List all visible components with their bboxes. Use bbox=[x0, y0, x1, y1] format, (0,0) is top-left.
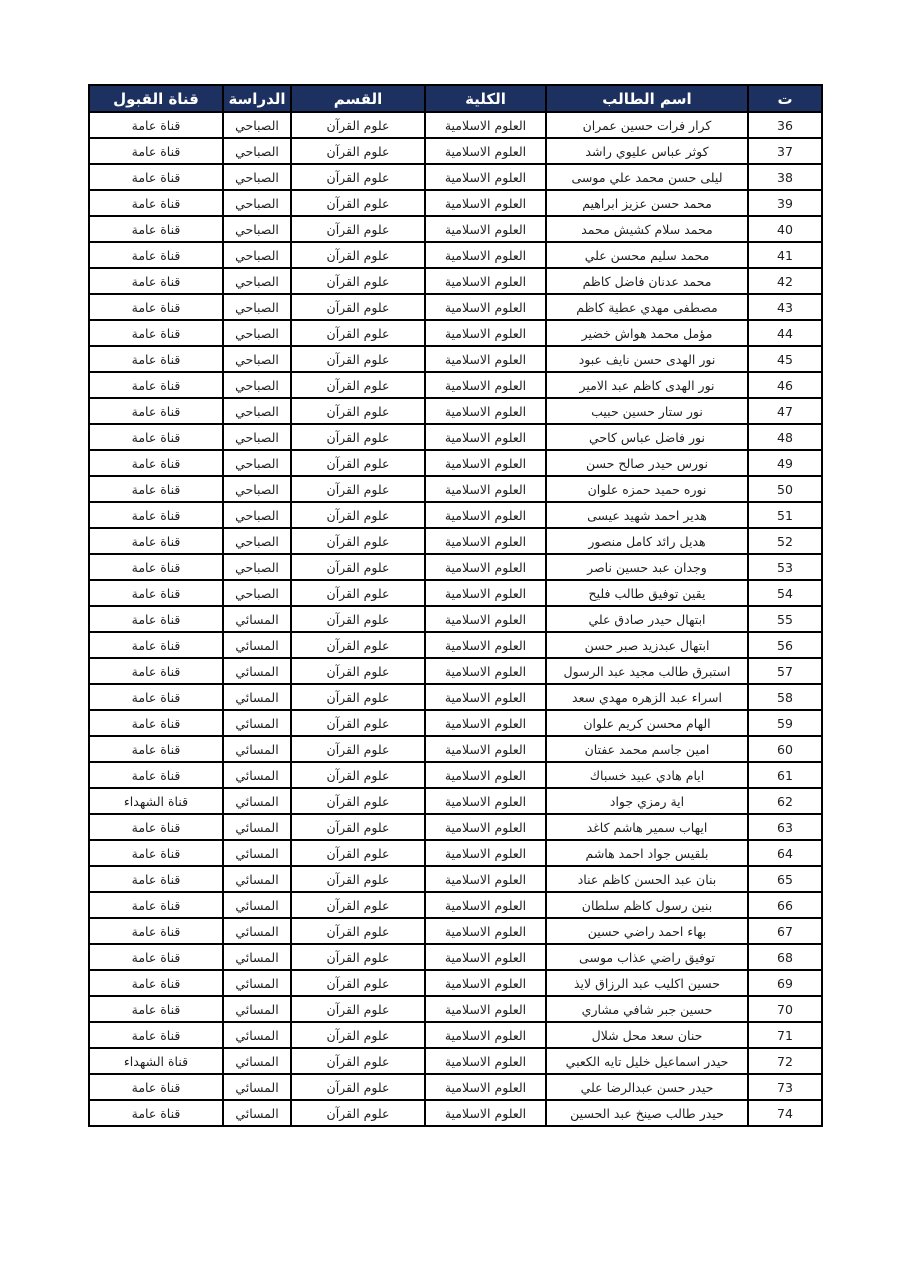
column-header-student-name: اسم الطالب bbox=[546, 85, 748, 112]
cell-college: العلوم الاسلامية bbox=[425, 580, 546, 606]
cell-admission-channel: قناة عامة bbox=[89, 710, 223, 736]
cell-college: العلوم الاسلامية bbox=[425, 736, 546, 762]
cell-admission-channel: قناة عامة bbox=[89, 840, 223, 866]
cell-serial: 42 bbox=[748, 268, 822, 294]
cell-study-shift: الصباحي bbox=[223, 554, 291, 580]
cell-department: علوم القرآن bbox=[291, 1048, 425, 1074]
cell-serial: 73 bbox=[748, 1074, 822, 1100]
cell-admission-channel: قناة عامة bbox=[89, 216, 223, 242]
cell-admission-channel: قناة عامة bbox=[89, 580, 223, 606]
cell-department: علوم القرآن bbox=[291, 112, 425, 138]
cell-department: علوم القرآن bbox=[291, 398, 425, 424]
cell-department: علوم القرآن bbox=[291, 814, 425, 840]
cell-study-shift: الصباحي bbox=[223, 138, 291, 164]
cell-serial: 53 bbox=[748, 554, 822, 580]
cell-department: علوم القرآن bbox=[291, 450, 425, 476]
cell-college: العلوم الاسلامية bbox=[425, 944, 546, 970]
cell-study-shift: الصباحي bbox=[223, 580, 291, 606]
cell-admission-channel: قناة عامة bbox=[89, 320, 223, 346]
cell-serial: 37 bbox=[748, 138, 822, 164]
cell-college: العلوم الاسلامية bbox=[425, 164, 546, 190]
cell-student-name: بهاء احمد راضي حسين bbox=[546, 918, 748, 944]
cell-student-name: حيدر طالب صينخ عبد الحسين bbox=[546, 1100, 748, 1126]
table-row bbox=[89, 944, 822, 970]
cell-study-shift: الصباحي bbox=[223, 424, 291, 450]
cell-serial: 51 bbox=[748, 502, 822, 528]
cell-admission-channel: قناة عامة bbox=[89, 164, 223, 190]
cell-study-shift: المسائي bbox=[223, 892, 291, 918]
cell-study-shift: المسائي bbox=[223, 684, 291, 710]
cell-serial: 74 bbox=[748, 1100, 822, 1126]
cell-admission-channel: قناة عامة bbox=[89, 658, 223, 684]
cell-college: العلوم الاسلامية bbox=[425, 554, 546, 580]
cell-study-shift: الصباحي bbox=[223, 476, 291, 502]
cell-department: علوم القرآن bbox=[291, 1100, 425, 1126]
cell-admission-channel: قناة عامة bbox=[89, 814, 223, 840]
cell-college: العلوم الاسلامية bbox=[425, 424, 546, 450]
cell-serial: 52 bbox=[748, 528, 822, 554]
cell-study-shift: الصباحي bbox=[223, 268, 291, 294]
table-row bbox=[89, 476, 822, 502]
cell-serial: 62 bbox=[748, 788, 822, 814]
cell-admission-channel: قناة عامة bbox=[89, 268, 223, 294]
cell-college: العلوم الاسلامية bbox=[425, 970, 546, 996]
cell-admission-channel: قناة عامة bbox=[89, 502, 223, 528]
cell-department: علوم القرآن bbox=[291, 606, 425, 632]
table-row bbox=[89, 528, 822, 554]
cell-student-name: كرار فرات حسين عمران bbox=[546, 112, 748, 138]
cell-study-shift: المسائي bbox=[223, 632, 291, 658]
cell-admission-channel: قناة عامة bbox=[89, 346, 223, 372]
cell-student-name: مؤمل محمد هواش خضير bbox=[546, 320, 748, 346]
cell-student-name: امين جاسم محمد عفتان bbox=[546, 736, 748, 762]
table-row bbox=[89, 1048, 822, 1074]
cell-serial: 41 bbox=[748, 242, 822, 268]
table-row bbox=[89, 788, 822, 814]
cell-serial: 66 bbox=[748, 892, 822, 918]
cell-serial: 49 bbox=[748, 450, 822, 476]
cell-college: العلوم الاسلامية bbox=[425, 372, 546, 398]
cell-serial: 64 bbox=[748, 840, 822, 866]
column-header-department: القسم bbox=[291, 85, 425, 112]
cell-college: العلوم الاسلامية bbox=[425, 918, 546, 944]
table-row bbox=[89, 814, 822, 840]
cell-serial: 54 bbox=[748, 580, 822, 606]
cell-student-name: محمد سلام كشيش محمد bbox=[546, 216, 748, 242]
table-row bbox=[89, 606, 822, 632]
cell-department: علوم القرآن bbox=[291, 294, 425, 320]
cell-study-shift: الصباحي bbox=[223, 502, 291, 528]
header-row bbox=[89, 85, 822, 112]
cell-admission-channel: قناة عامة bbox=[89, 944, 223, 970]
cell-admission-channel: قناة عامة bbox=[89, 1100, 223, 1126]
column-header-admission-channel: قناة القبول bbox=[89, 85, 223, 112]
cell-department: علوم القرآن bbox=[291, 476, 425, 502]
cell-college: العلوم الاسلامية bbox=[425, 398, 546, 424]
cell-admission-channel: قناة عامة bbox=[89, 736, 223, 762]
cell-serial: 56 bbox=[748, 632, 822, 658]
cell-admission-channel: قناة عامة bbox=[89, 294, 223, 320]
cell-department: علوم القرآن bbox=[291, 372, 425, 398]
cell-study-shift: المسائي bbox=[223, 788, 291, 814]
cell-student-name: نور ستار حسين حبيب bbox=[546, 398, 748, 424]
table-row bbox=[89, 658, 822, 684]
table-row bbox=[89, 320, 822, 346]
cell-college: العلوم الاسلامية bbox=[425, 502, 546, 528]
cell-study-shift: الصباحي bbox=[223, 320, 291, 346]
cell-serial: 48 bbox=[748, 424, 822, 450]
cell-admission-channel: قناة عامة bbox=[89, 918, 223, 944]
cell-student-name: توفيق راضي عذاب موسى bbox=[546, 944, 748, 970]
cell-admission-channel: قناة عامة bbox=[89, 866, 223, 892]
cell-admission-channel: قناة عامة bbox=[89, 684, 223, 710]
cell-study-shift: المسائي bbox=[223, 866, 291, 892]
cell-admission-channel: قناة عامة bbox=[89, 970, 223, 996]
cell-student-name: محمد سليم محسن علي bbox=[546, 242, 748, 268]
cell-college: العلوم الاسلامية bbox=[425, 1074, 546, 1100]
table-row bbox=[89, 710, 822, 736]
table-row bbox=[89, 112, 822, 138]
cell-student-name: وجدان عبد حسين ناصر bbox=[546, 554, 748, 580]
table-row bbox=[89, 840, 822, 866]
cell-serial: 65 bbox=[748, 866, 822, 892]
cell-student-name: بنان عبد الحسن كاظم عناد bbox=[546, 866, 748, 892]
table-row bbox=[89, 580, 822, 606]
cell-department: علوم القرآن bbox=[291, 658, 425, 684]
cell-serial: 67 bbox=[748, 918, 822, 944]
cell-college: العلوم الاسلامية bbox=[425, 242, 546, 268]
cell-college: العلوم الاسلامية bbox=[425, 320, 546, 346]
cell-admission-channel: قناة عامة bbox=[89, 112, 223, 138]
cell-study-shift: الصباحي bbox=[223, 216, 291, 242]
cell-department: علوم القرآن bbox=[291, 346, 425, 372]
cell-study-shift: الصباحي bbox=[223, 164, 291, 190]
cell-serial: 70 bbox=[748, 996, 822, 1022]
cell-college: العلوم الاسلامية bbox=[425, 528, 546, 554]
cell-admission-channel: قناة عامة bbox=[89, 528, 223, 554]
table-row bbox=[89, 138, 822, 164]
table-row bbox=[89, 1022, 822, 1048]
cell-admission-channel: قناة الشهداء bbox=[89, 1048, 223, 1074]
cell-study-shift: المسائي bbox=[223, 1074, 291, 1100]
cell-student-name: كوثر عباس عليوي راشد bbox=[546, 138, 748, 164]
table-row bbox=[89, 554, 822, 580]
cell-student-name: ليلى حسن محمد علي موسى bbox=[546, 164, 748, 190]
table-row bbox=[89, 398, 822, 424]
cell-student-name: يقين توفيق طالب فليح bbox=[546, 580, 748, 606]
cell-student-name: نورس حيدر صالح حسن bbox=[546, 450, 748, 476]
table-row bbox=[89, 736, 822, 762]
cell-study-shift: الصباحي bbox=[223, 398, 291, 424]
cell-study-shift: المسائي bbox=[223, 1048, 291, 1074]
cell-admission-channel: قناة عامة bbox=[89, 1022, 223, 1048]
cell-college: العلوم الاسلامية bbox=[425, 216, 546, 242]
cell-admission-channel: قناة عامة bbox=[89, 1074, 223, 1100]
cell-department: علوم القرآن bbox=[291, 502, 425, 528]
cell-serial: 71 bbox=[748, 1022, 822, 1048]
table-row bbox=[89, 346, 822, 372]
cell-college: العلوم الاسلامية bbox=[425, 788, 546, 814]
cell-student-name: محمد حسن عزيز ابراهيم bbox=[546, 190, 748, 216]
cell-study-shift: الصباحي bbox=[223, 346, 291, 372]
cell-college: العلوم الاسلامية bbox=[425, 996, 546, 1022]
cell-study-shift: المسائي bbox=[223, 918, 291, 944]
cell-college: العلوم الاسلامية bbox=[425, 476, 546, 502]
cell-college: العلوم الاسلامية bbox=[425, 710, 546, 736]
cell-student-name: نور الهدى كاظم عبد الامير bbox=[546, 372, 748, 398]
cell-study-shift: الصباحي bbox=[223, 294, 291, 320]
cell-student-name: اية رمزي جواد bbox=[546, 788, 748, 814]
cell-student-name: حيدر اسماعيل خليل تايه الكعبي bbox=[546, 1048, 748, 1074]
cell-study-shift: المسائي bbox=[223, 762, 291, 788]
cell-study-shift: الصباحي bbox=[223, 372, 291, 398]
cell-department: علوم القرآن bbox=[291, 580, 425, 606]
cell-student-name: ابتهال حيدر صادق علي bbox=[546, 606, 748, 632]
cell-serial: 46 bbox=[748, 372, 822, 398]
cell-admission-channel: قناة عامة bbox=[89, 892, 223, 918]
cell-department: علوم القرآن bbox=[291, 840, 425, 866]
cell-study-shift: المسائي bbox=[223, 736, 291, 762]
cell-study-shift: المسائي bbox=[223, 996, 291, 1022]
cell-college: العلوم الاسلامية bbox=[425, 190, 546, 216]
students-table bbox=[88, 84, 823, 1127]
cell-college: العلوم الاسلامية bbox=[425, 1022, 546, 1048]
cell-department: علوم القرآن bbox=[291, 216, 425, 242]
cell-college: العلوم الاسلامية bbox=[425, 268, 546, 294]
cell-college: العلوم الاسلامية bbox=[425, 866, 546, 892]
cell-serial: 50 bbox=[748, 476, 822, 502]
cell-study-shift: الصباحي bbox=[223, 242, 291, 268]
cell-study-shift: المسائي bbox=[223, 606, 291, 632]
cell-study-shift: المسائي bbox=[223, 944, 291, 970]
table-row bbox=[89, 242, 822, 268]
cell-department: علوم القرآن bbox=[291, 190, 425, 216]
cell-student-name: نور الهدى حسن نايف عبود bbox=[546, 346, 748, 372]
cell-college: العلوم الاسلامية bbox=[425, 762, 546, 788]
column-header-serial: ت bbox=[748, 85, 822, 112]
table-row bbox=[89, 866, 822, 892]
cell-serial: 61 bbox=[748, 762, 822, 788]
cell-department: علوم القرآن bbox=[291, 164, 425, 190]
table-row bbox=[89, 1100, 822, 1126]
cell-study-shift: المسائي bbox=[223, 1022, 291, 1048]
cell-student-name: محمد عدنان فاضل كاظم bbox=[546, 268, 748, 294]
cell-serial: 63 bbox=[748, 814, 822, 840]
cell-student-name: حنان سعد محل شلال bbox=[546, 1022, 748, 1048]
cell-department: علوم القرآن bbox=[291, 996, 425, 1022]
cell-college: العلوم الاسلامية bbox=[425, 658, 546, 684]
column-header-study-shift: الدراسة bbox=[223, 85, 291, 112]
cell-department: علوم القرآن bbox=[291, 918, 425, 944]
cell-study-shift: المسائي bbox=[223, 970, 291, 996]
cell-department: علوم القرآن bbox=[291, 424, 425, 450]
cell-serial: 60 bbox=[748, 736, 822, 762]
cell-student-name: حيدر حسن عبدالرضا علي bbox=[546, 1074, 748, 1100]
cell-department: علوم القرآن bbox=[291, 788, 425, 814]
cell-serial: 57 bbox=[748, 658, 822, 684]
cell-student-name: ايام هادي عبيد خسباك bbox=[546, 762, 748, 788]
cell-admission-channel: قناة عامة bbox=[89, 242, 223, 268]
cell-college: العلوم الاسلامية bbox=[425, 606, 546, 632]
cell-serial: 39 bbox=[748, 190, 822, 216]
cell-serial: 40 bbox=[748, 216, 822, 242]
cell-serial: 38 bbox=[748, 164, 822, 190]
cell-admission-channel: قناة عامة bbox=[89, 996, 223, 1022]
cell-college: العلوم الاسلامية bbox=[425, 684, 546, 710]
cell-college: العلوم الاسلامية bbox=[425, 294, 546, 320]
cell-department: علوم القرآن bbox=[291, 1074, 425, 1100]
table-row bbox=[89, 450, 822, 476]
cell-department: علوم القرآن bbox=[291, 684, 425, 710]
cell-college: العلوم الاسلامية bbox=[425, 450, 546, 476]
cell-college: العلوم الاسلامية bbox=[425, 138, 546, 164]
cell-admission-channel: قناة عامة bbox=[89, 398, 223, 424]
cell-serial: 45 bbox=[748, 346, 822, 372]
table-row bbox=[89, 684, 822, 710]
cell-student-name: الهام محسن كريم علوان bbox=[546, 710, 748, 736]
cell-college: العلوم الاسلامية bbox=[425, 814, 546, 840]
cell-student-name: حسين اكليب عبد الرزاق لايذ bbox=[546, 970, 748, 996]
cell-student-name: نوره حميد حمزه علوان bbox=[546, 476, 748, 502]
cell-college: العلوم الاسلامية bbox=[425, 1100, 546, 1126]
table-row bbox=[89, 294, 822, 320]
cell-study-shift: الصباحي bbox=[223, 528, 291, 554]
cell-college: العلوم الاسلامية bbox=[425, 112, 546, 138]
table-row bbox=[89, 892, 822, 918]
cell-serial: 55 bbox=[748, 606, 822, 632]
cell-student-name: استبرق طالب مجيد عبد الرسول bbox=[546, 658, 748, 684]
table-row bbox=[89, 1074, 822, 1100]
cell-admission-channel: قناة عامة bbox=[89, 632, 223, 658]
cell-department: علوم القرآن bbox=[291, 320, 425, 346]
cell-admission-channel: قناة عامة bbox=[89, 762, 223, 788]
cell-admission-channel: قناة عامة bbox=[89, 476, 223, 502]
table-header bbox=[89, 85, 822, 112]
cell-student-name: بلقيس جواد احمد هاشم bbox=[546, 840, 748, 866]
table-row bbox=[89, 372, 822, 398]
cell-student-name: بنين رسول كاظم سلطان bbox=[546, 892, 748, 918]
cell-study-shift: المسائي bbox=[223, 658, 291, 684]
cell-department: علوم القرآن bbox=[291, 554, 425, 580]
table-row bbox=[89, 424, 822, 450]
cell-department: علوم القرآن bbox=[291, 242, 425, 268]
table-row bbox=[89, 632, 822, 658]
cell-student-name: مصطفى مهدي عطية كاظم bbox=[546, 294, 748, 320]
cell-department: علوم القرآن bbox=[291, 632, 425, 658]
cell-serial: 44 bbox=[748, 320, 822, 346]
cell-study-shift: الصباحي bbox=[223, 112, 291, 138]
table-row bbox=[89, 216, 822, 242]
cell-admission-channel: قناة عامة bbox=[89, 424, 223, 450]
cell-admission-channel: قناة عامة bbox=[89, 190, 223, 216]
cell-department: علوم القرآن bbox=[291, 892, 425, 918]
cell-college: العلوم الاسلامية bbox=[425, 632, 546, 658]
table-row bbox=[89, 502, 822, 528]
table-row bbox=[89, 190, 822, 216]
cell-college: العلوم الاسلامية bbox=[425, 892, 546, 918]
table-row bbox=[89, 164, 822, 190]
cell-serial: 58 bbox=[748, 684, 822, 710]
cell-student-name: حسين جبر شافي مشاري bbox=[546, 996, 748, 1022]
cell-serial: 68 bbox=[748, 944, 822, 970]
cell-serial: 69 bbox=[748, 970, 822, 996]
cell-department: علوم القرآن bbox=[291, 1022, 425, 1048]
column-header-college: الكلية bbox=[425, 85, 546, 112]
cell-department: علوم القرآن bbox=[291, 866, 425, 892]
cell-admission-channel: قناة عامة bbox=[89, 606, 223, 632]
cell-college: العلوم الاسلامية bbox=[425, 840, 546, 866]
cell-serial: 72 bbox=[748, 1048, 822, 1074]
cell-admission-channel: قناة عامة bbox=[89, 554, 223, 580]
cell-department: علوم القرآن bbox=[291, 528, 425, 554]
cell-admission-channel: قناة عامة bbox=[89, 450, 223, 476]
cell-admission-channel: قناة الشهداء bbox=[89, 788, 223, 814]
table-row bbox=[89, 762, 822, 788]
cell-serial: 47 bbox=[748, 398, 822, 424]
table-row bbox=[89, 918, 822, 944]
cell-admission-channel: قناة عامة bbox=[89, 138, 223, 164]
cell-study-shift: الصباحي bbox=[223, 450, 291, 476]
cell-student-name: ابتهال عبدزيد صبر حسن bbox=[546, 632, 748, 658]
cell-student-name: اسراء عبد الزهره مهدي سعد bbox=[546, 684, 748, 710]
table-row bbox=[89, 970, 822, 996]
cell-student-name: هديل رائد كامل منصور bbox=[546, 528, 748, 554]
cell-department: علوم القرآن bbox=[291, 268, 425, 294]
cell-department: علوم القرآن bbox=[291, 970, 425, 996]
cell-admission-channel: قناة عامة bbox=[89, 372, 223, 398]
cell-serial: 43 bbox=[748, 294, 822, 320]
cell-study-shift: الصباحي bbox=[223, 190, 291, 216]
table-row bbox=[89, 268, 822, 294]
cell-study-shift: المسائي bbox=[223, 814, 291, 840]
cell-study-shift: المسائي bbox=[223, 710, 291, 736]
cell-department: علوم القرآن bbox=[291, 944, 425, 970]
cell-college: العلوم الاسلامية bbox=[425, 346, 546, 372]
cell-student-name: ايهاب سمير هاشم كاغد bbox=[546, 814, 748, 840]
cell-college: العلوم الاسلامية bbox=[425, 1048, 546, 1074]
cell-student-name: نور فاضل عباس كاحي bbox=[546, 424, 748, 450]
cell-department: علوم القرآن bbox=[291, 762, 425, 788]
cell-serial: 59 bbox=[748, 710, 822, 736]
cell-department: علوم القرآن bbox=[291, 736, 425, 762]
cell-serial: 36 bbox=[748, 112, 822, 138]
cell-study-shift: المسائي bbox=[223, 840, 291, 866]
cell-student-name: هدير احمد شهيد عيسى bbox=[546, 502, 748, 528]
cell-study-shift: المسائي bbox=[223, 1100, 291, 1126]
table-body bbox=[89, 112, 822, 1126]
cell-department: علوم القرآن bbox=[291, 138, 425, 164]
cell-department: علوم القرآن bbox=[291, 710, 425, 736]
table-row bbox=[89, 996, 822, 1022]
